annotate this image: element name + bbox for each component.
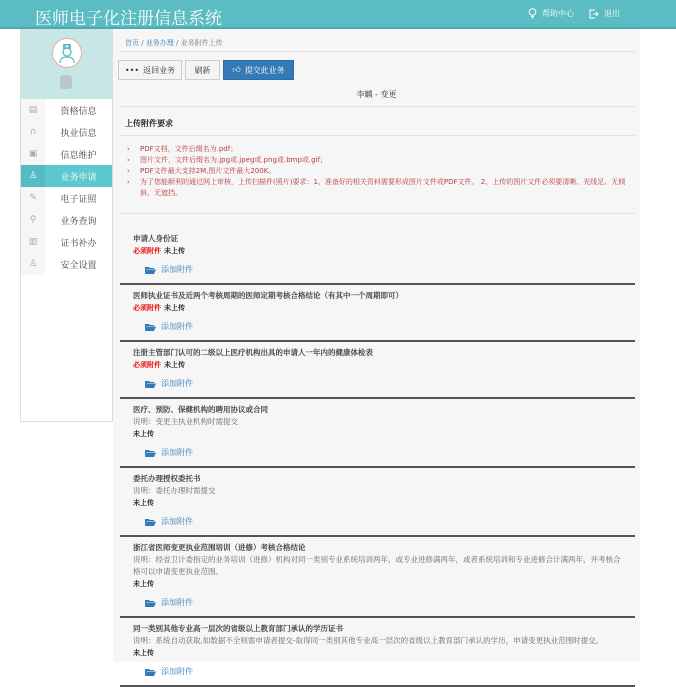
add-attachment-label: 添加附件 [161,667,193,676]
sidebar-item-label: 证书补办 [60,238,97,249]
status-text: 未上传 [164,361,185,369]
sidebar-item-label: 安全设置 [60,260,97,271]
avatar [52,38,82,68]
attachment-title: 申请人身份证 [133,234,178,243]
upload-status [133,359,622,371]
submit-button[interactable] [223,60,294,80]
sidebar-item-3[interactable] [21,165,112,187]
folder-open-icon [145,323,156,331]
status-text: 未上传 [164,247,185,255]
attachment-title: 委托办理授权委托书 [133,474,201,483]
thumbs-up-icon: 👍︎ [232,65,241,74]
requirements-title: 上传附件要求 [125,119,173,128]
upload-status [133,428,622,440]
add-attachment-button[interactable] [145,320,622,333]
edit-icon: ✎ [21,187,45,209]
folder-open-icon [145,449,156,457]
status-text: 未上传 [133,580,154,588]
attachment-title: 医疗、预防、保健机构的聘用协议或合同 [133,405,268,414]
add-attachment-label: 添加附件 [161,448,193,457]
folder-open-icon [145,668,156,676]
breadcrumb-business[interactable]: 业务办理 [145,39,174,47]
user-icon: ♙ [21,165,45,187]
required-badge: 必须附件 [133,361,161,369]
sidebar-item-label: 执业信息 [60,128,97,139]
refresh-button[interactable] [185,60,220,80]
back-label: 返回业务 [143,65,176,75]
folder-open-icon [145,380,156,388]
breadcrumb: 首页 / 业务办理 / 业务附件上传 [125,39,223,47]
sidebar-item-5[interactable] [21,209,112,231]
status-text: 未上传 [133,430,154,438]
headset-icon: ∩ [21,121,45,143]
add-attachment-label: 添加附件 [161,598,193,607]
requirement-item: › 图片文件，文件后缀名为.jpg或.jpeg或.png或.bmp或.gif； [125,155,630,166]
attachment-note: 说明：委托办理时需提交 [133,486,216,495]
doctor-icon [58,43,76,63]
attachment-title: 浙江省医师变更执业范围培训（进修）考核合格结论 [133,543,306,552]
requirement-item: › PDF文件最大支持2M,图片文件最大200K。 [125,166,630,177]
divider [120,213,635,214]
requirement-item: › PDF文档，文件后缀名为.pdf； [125,144,630,155]
app-title: 医师电子化注册信息系统 [35,9,222,29]
attachment-note: 说明：变更主执业机构时需提交 [133,417,238,426]
upload-status [133,578,622,590]
attachment-section [120,342,635,399]
user-lock-icon: ♙ [21,253,45,275]
sidebar-item-4[interactable] [21,187,112,209]
attachment-title: 同一类别其他专业高一层次的省级以上教育部门承认的学历证书 [133,624,343,633]
attachment-note: 说明：经省卫计委指定的业务培训（进修）机构对同一类别专业系统培训两年，或专业进修满两年，或者系统培训和专业进修合计满两年，并考核合格可以申请变更执业范围。 [133,555,621,576]
ellipsis-icon: ••• [124,65,140,75]
upload-status [133,245,622,257]
breadcrumb-current: 业务附件上传 [180,39,223,47]
folder-open-icon [145,599,156,607]
sidebar-item-label: 电子证照 [60,194,97,205]
sidebar-item-label: 业务查询 [60,216,97,227]
attachment-note: 说明：系统自动获取,如数据不全则需申请者提交-取得同一类别其他专业高一层次的省级以上教育部门承认的学历，申请变更执业范围时提交。 [133,636,604,645]
lightbulb-icon [528,8,537,19]
search-icon: ⚲ [21,209,45,231]
attachment-section [120,537,635,618]
add-attachment-label: 添加附件 [161,265,193,274]
help-center-label: 帮助中心 [542,9,574,18]
folder-open-icon [145,266,156,274]
add-attachment-label: 添加附件 [161,517,193,526]
attachment-section [120,399,635,468]
applicant-info: 李麟 - 变更 [356,90,397,99]
add-attachment-label: 添加附件 [161,322,193,331]
divider [120,135,635,136]
sidebar-item-1[interactable] [21,121,112,143]
submit-label: 提交此业务 [244,65,285,75]
attachment-section [120,285,635,342]
sidebar-item-label: 信息维护 [60,150,97,161]
add-attachment-button[interactable] [145,377,622,390]
user-panel [21,30,112,99]
attachment-section [120,468,635,537]
attachment-title: 注册主管部门认可的二级以上医疗机构出具的申请人一年内的健康体检表 [133,348,373,357]
breadcrumb-home[interactable]: 首页 [125,39,139,47]
add-attachment-button[interactable] [145,446,622,459]
document-icon: ▤ [21,99,45,121]
logout-label: 退出 [604,9,620,18]
add-attachment-button[interactable] [145,665,622,678]
required-badge: 必须附件 [133,247,161,255]
sidebar-item-2[interactable] [21,143,112,165]
logout-link[interactable] [589,8,620,19]
attachment-sections [120,228,635,687]
sidebar-item-0[interactable] [21,99,112,121]
add-attachment-button[interactable] [145,515,622,528]
add-attachment-button[interactable] [145,263,622,276]
refresh-label: 刷新 [194,65,211,75]
clipboard-icon: ▥ [21,231,45,253]
back-button[interactable] [118,60,182,80]
sidebar-item-7[interactable] [21,253,112,275]
status-text: 未上传 [133,499,154,507]
folder-open-icon [145,518,156,526]
divider [120,106,635,107]
sidebar-item-label: 资格信息 [60,106,97,117]
required-badge: 必须附件 [133,304,161,312]
add-attachment-button[interactable] [145,596,622,609]
upload-status [133,647,622,659]
status-text: 未上传 [133,649,154,657]
logout-icon [589,9,599,19]
attachment-title: 医师执业证书及近两个考核周期的医师定期考核合格结论（有其中一个周期即可） [133,291,403,300]
sidebar [20,29,113,422]
status-text: 未上传 [164,304,185,312]
main-content [113,29,640,676]
sidebar-item-6[interactable] [21,231,112,253]
add-attachment-label: 添加附件 [161,379,193,388]
image-icon: ▣ [21,143,45,165]
upload-status [133,302,622,314]
user-name-blurred [60,75,72,89]
requirements-list [125,144,630,199]
app-header [0,0,676,29]
divider [120,51,635,52]
upload-status [133,497,622,509]
requirement-item: › 为了您能顺利的通过网上审核，上传扫描件(照片)要求：1、准备好的相关资料需要形成图片文件或PDF文件。 2、上传的图片文件必须要清晰、光线足、无倾斜、无遮挡。 [125,177,630,199]
attachment-section [120,228,635,285]
help-center-link[interactable] [528,8,574,19]
sidebar-item-label: 业务申请 [60,172,97,183]
